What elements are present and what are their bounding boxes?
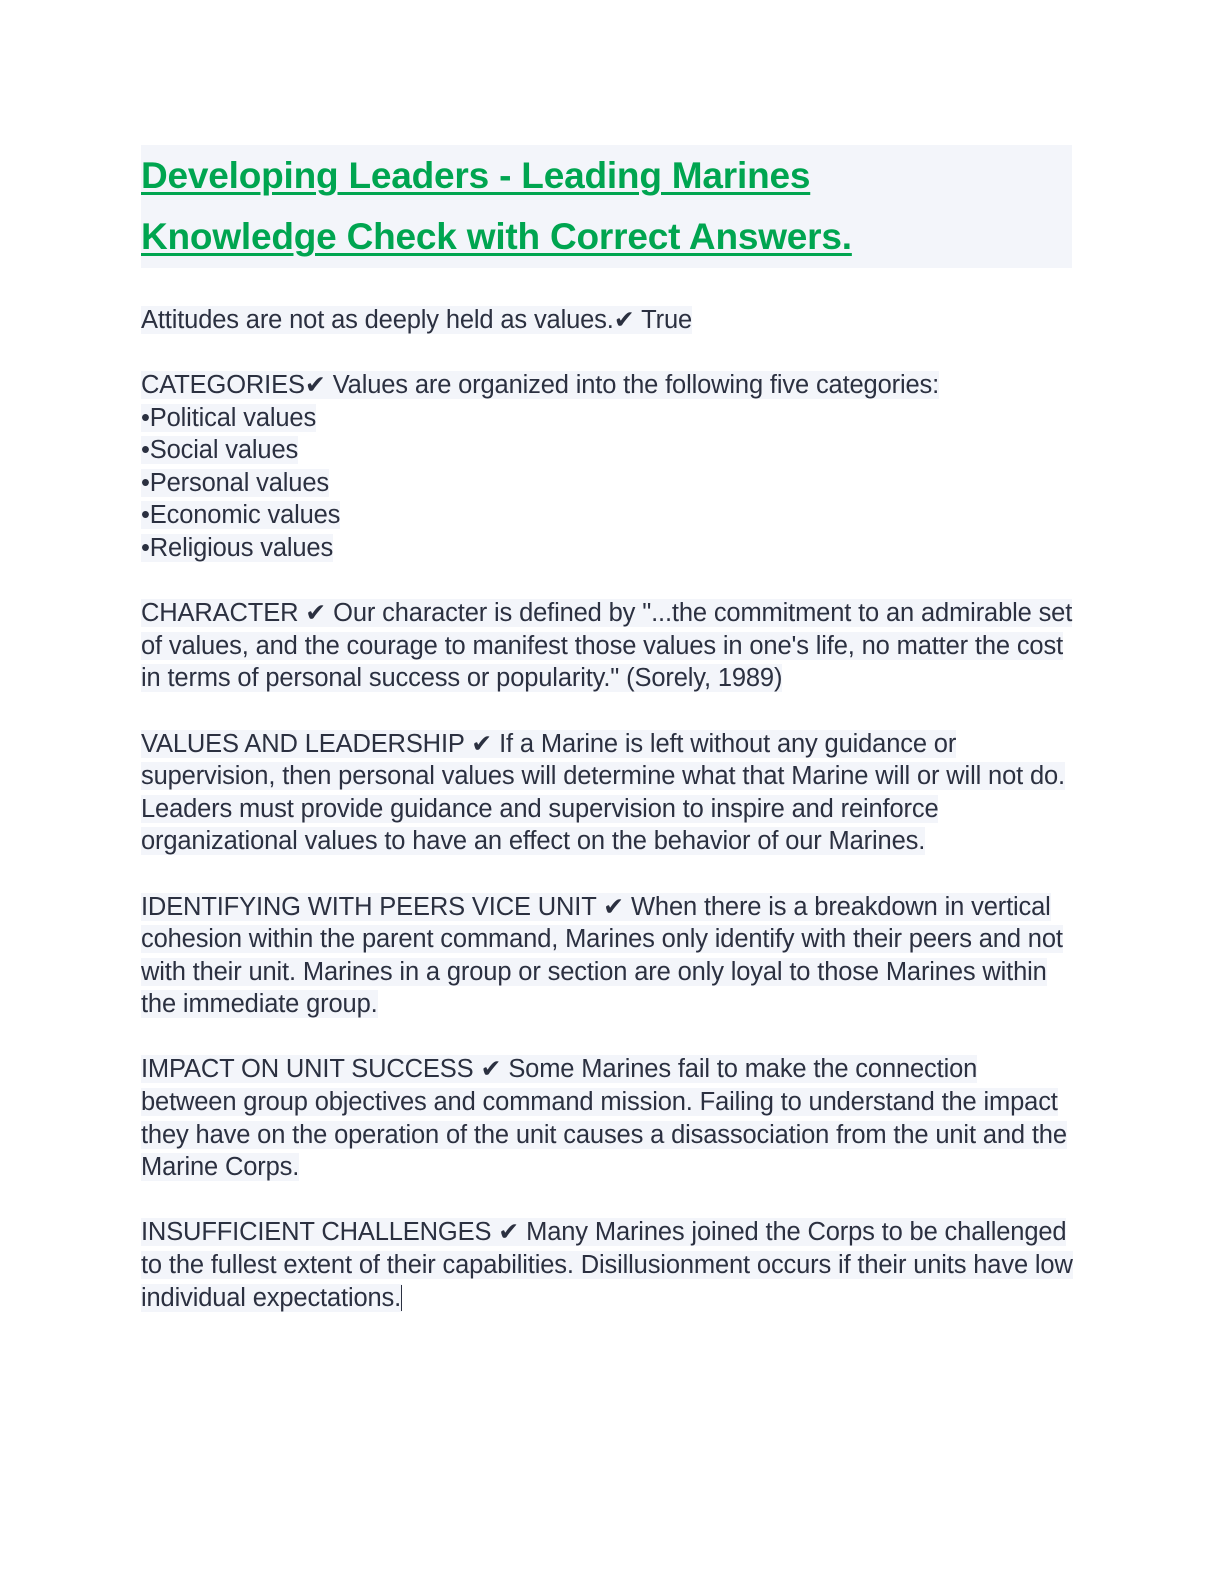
answer-text: Some Marines fail to make the connection between group objectives and command mission. Failing to understand the impact they have on the operation of the unit causes a disassociation from the unit and the Marine Corps.: [141, 1055, 1067, 1182]
question-text: Attitudes are not as deeply held as values.: [141, 305, 614, 334]
list-item: [141, 434, 1073, 467]
answer-text: If a Marine is left without any guidance or supervision, then personal values will determine what that Marine will or will not do.: [141, 729, 1065, 791]
answer-text: True: [641, 305, 693, 334]
qa-block-character: [141, 597, 1073, 695]
qa-block-values-and-leadership: [141, 728, 1073, 793]
question-text: CHARACTER: [141, 599, 299, 628]
list-item-label: •Personal values: [141, 468, 329, 497]
check-icon: ✔: [498, 1217, 520, 1247]
spacer: [141, 268, 1073, 304]
answer-text: Values are organized into the following five categories:: [332, 371, 940, 399]
document-body: [141, 145, 1073, 1314]
check-icon: ✔: [305, 598, 327, 628]
question-text: IMPACT ON UNIT SUCCESS: [141, 1055, 474, 1084]
spacer: [141, 565, 1073, 598]
spacer: [141, 1184, 1073, 1217]
list-item-label: •Social values: [141, 436, 299, 465]
page-title: [141, 145, 1072, 268]
list-item: [141, 402, 1073, 435]
qa-block-impact-on-unit-success: [141, 1053, 1073, 1183]
text-cursor: [401, 1285, 402, 1311]
answer-text-continued: Leaders must provide guidance and supervision to inspire and reinforce organizational values to have an effect on the behavior of our Marines.: [141, 794, 939, 856]
page-title-line-1: Developing Leaders - Leading Marines: [141, 155, 811, 196]
question-text: VALUES AND LEADERSHIP: [141, 729, 465, 758]
page-title-line-2: Knowledge Check with Correct Answers.: [141, 216, 852, 258]
list-item-label: •Political values: [141, 403, 317, 432]
qa-block-values-and-leadership-extra: [141, 793, 1073, 858]
question-text: INSUFFICIENT CHALLENGES: [141, 1218, 492, 1247]
answer-text: Our character is defined by "...the commitment to an admirable set of values, and the courage to manifest those values in one's life, no matter the cost in terms of personal success or popularity." (Sorely, 1989): [141, 599, 1073, 693]
qa-block-insufficient-challenges: [141, 1216, 1073, 1314]
check-icon: ✔: [613, 304, 635, 334]
qa-block-attitudes: [141, 304, 1073, 337]
qa-block-identifying-with-peers-vice-unit: [141, 891, 1073, 1021]
check-icon: ✔: [480, 1054, 502, 1084]
qa-block-categories: [141, 369, 1073, 402]
question-text: IDENTIFYING WITH PEERS VICE UNIT: [141, 892, 597, 921]
list-item-label: •Religious values: [141, 533, 334, 562]
question-text: CATEGORIES: [141, 371, 305, 399]
answer-text: When there is a breakdown in vertical cohesion within the parent command, Marines only identify with their peers and not with their unit. Marines in a group or section are only loyal to those Marines within the immediate group.: [141, 892, 1063, 1019]
check-icon: ✔: [471, 728, 493, 758]
spacer: [141, 1021, 1073, 1054]
list-item: [141, 499, 1073, 532]
check-icon: ✔: [304, 370, 326, 399]
spacer: [141, 858, 1073, 891]
answer-text: Many Marines joined the Corps to be challenged to the fullest extent of their capabilities. Disillusionment occurs if their units have low individual expectations.: [141, 1218, 1073, 1312]
list-item-label: •Economic values: [141, 501, 341, 530]
list-item: [141, 532, 1073, 565]
spacer: [141, 695, 1073, 728]
list-item: [141, 467, 1073, 500]
spacer: [141, 336, 1073, 369]
check-icon: ✔: [603, 891, 625, 921]
